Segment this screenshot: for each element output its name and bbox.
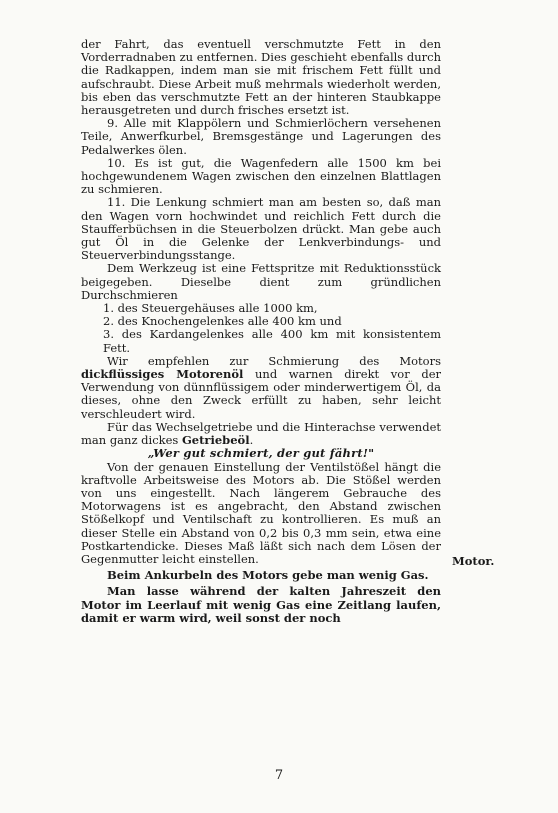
paragraph-item-11: 11. Die Lenkung schmiert man am besten so, daß man den Wagen vorn hochwindet und reichlich Fett durch die Staufferbüchsen in die Steuerbolzen drückt. Man gebe auch gut Öl in die Gelenke der Lenkverbindungs- und Steuerverbindungsstange. xyxy=(81,195,441,263)
motto-heading: „Wer gut schmiert, der gut fährt!" xyxy=(147,446,375,461)
paragraph-valve-tappets: Von der genauen Einstellung der Ventilstößel hängt die kraftvolle Arbeitsweise des Motors ab. Die Stößel werden von uns eingestellt. Nach längerem Gebrauche des Motorwagens ist es angebracht, den Abstand zwischen Stößelkopf und Ventilschaft zu kontrollieren. Es muß an dieser Stelle ein Abstand von 0,2 bis 0,3 mm sein, etwa eine Postkartendicke. Dieses Maß läßt sich nach dem Lösen der Gegenmutter leicht einstellen. xyxy=(81,459,441,566)
paragraph-item-9: 9. Alle mit Klappölern und Schmierlöchern versehenen Teile, Anwerfkurbel, Bremsgestänge und Lagerungen des Pedalwerkes ölen. xyxy=(81,116,441,157)
body-text xyxy=(81,38,441,625)
paragraph-grease-gun: Dem Werkzeug ist eine Fettspritze mit Reduktionsstück beigegeben. Dieselbe dient zum gründlichen Durchschmieren xyxy=(81,261,441,302)
paragraph-idle-warmup: Man lasse während der kalten Jahreszeit den Motor im Leerlauf mit wenig Gas eine Zeitlang laufen, damit er warm wird, weil sonst der noch xyxy=(81,584,441,625)
paragraph-engine-oil xyxy=(81,355,441,421)
paragraph-cranking: Beim Ankurbeln des Motors gebe man wenig Gas. xyxy=(107,568,429,583)
paragraph-wheel-hubs: der Fahrt, das eventuell verschmutzte Fett in den Vorderradnaben zu entfernen. Dies geschieht ebenfalls durch die Radkappen, indem man sie mit frischem Fett füllt und aufschraubt. Diese Arbeit muß mehrmals wiederholt werden, bis eben das verschmutzte Fett an der hinteren Staubkappe herausgetreten und durch frisches ersetzt ist. xyxy=(81,37,441,118)
text-span: Für das Wechselgetriebe und die Hinterachse verwendet man ganz dickes xyxy=(81,419,441,448)
text-span: Wir empfehlen zur Schmierung des Motors xyxy=(107,353,441,368)
emphasis-oil: dickflüssiges Motorenöl xyxy=(81,367,244,382)
paragraph-gear-oil xyxy=(81,421,441,447)
list-item: 1. des Steuergehäuses alle 1000 km, xyxy=(103,301,318,316)
emphasis-gear-oil: Getriebeöl xyxy=(181,433,250,448)
page-number: 7 xyxy=(274,768,284,783)
text-span: und warnen direkt vor der Verwendung von dünnflüssigem oder minderwertigem Öl, da dieses, ohne den Zweck erfüllt zu haben, sehr leicht verschleudert wird. xyxy=(81,367,441,421)
list-item: 3. des Kardangelenkes alle 400 km mit konsistentem Fett. xyxy=(103,327,441,355)
list-item: 2. des Knochengelenkes alle 400 km und xyxy=(103,314,342,329)
paragraph-item-10: 10. Es ist gut, die Wagenfedern alle 1500 km bei hochgewundenem Wagen zwischen den einzelnen Blattlagen zu schmieren. xyxy=(81,155,441,197)
margin-note-motor: Motor. xyxy=(452,554,495,568)
lubrication-list xyxy=(81,302,441,355)
text-span: . xyxy=(249,433,254,448)
